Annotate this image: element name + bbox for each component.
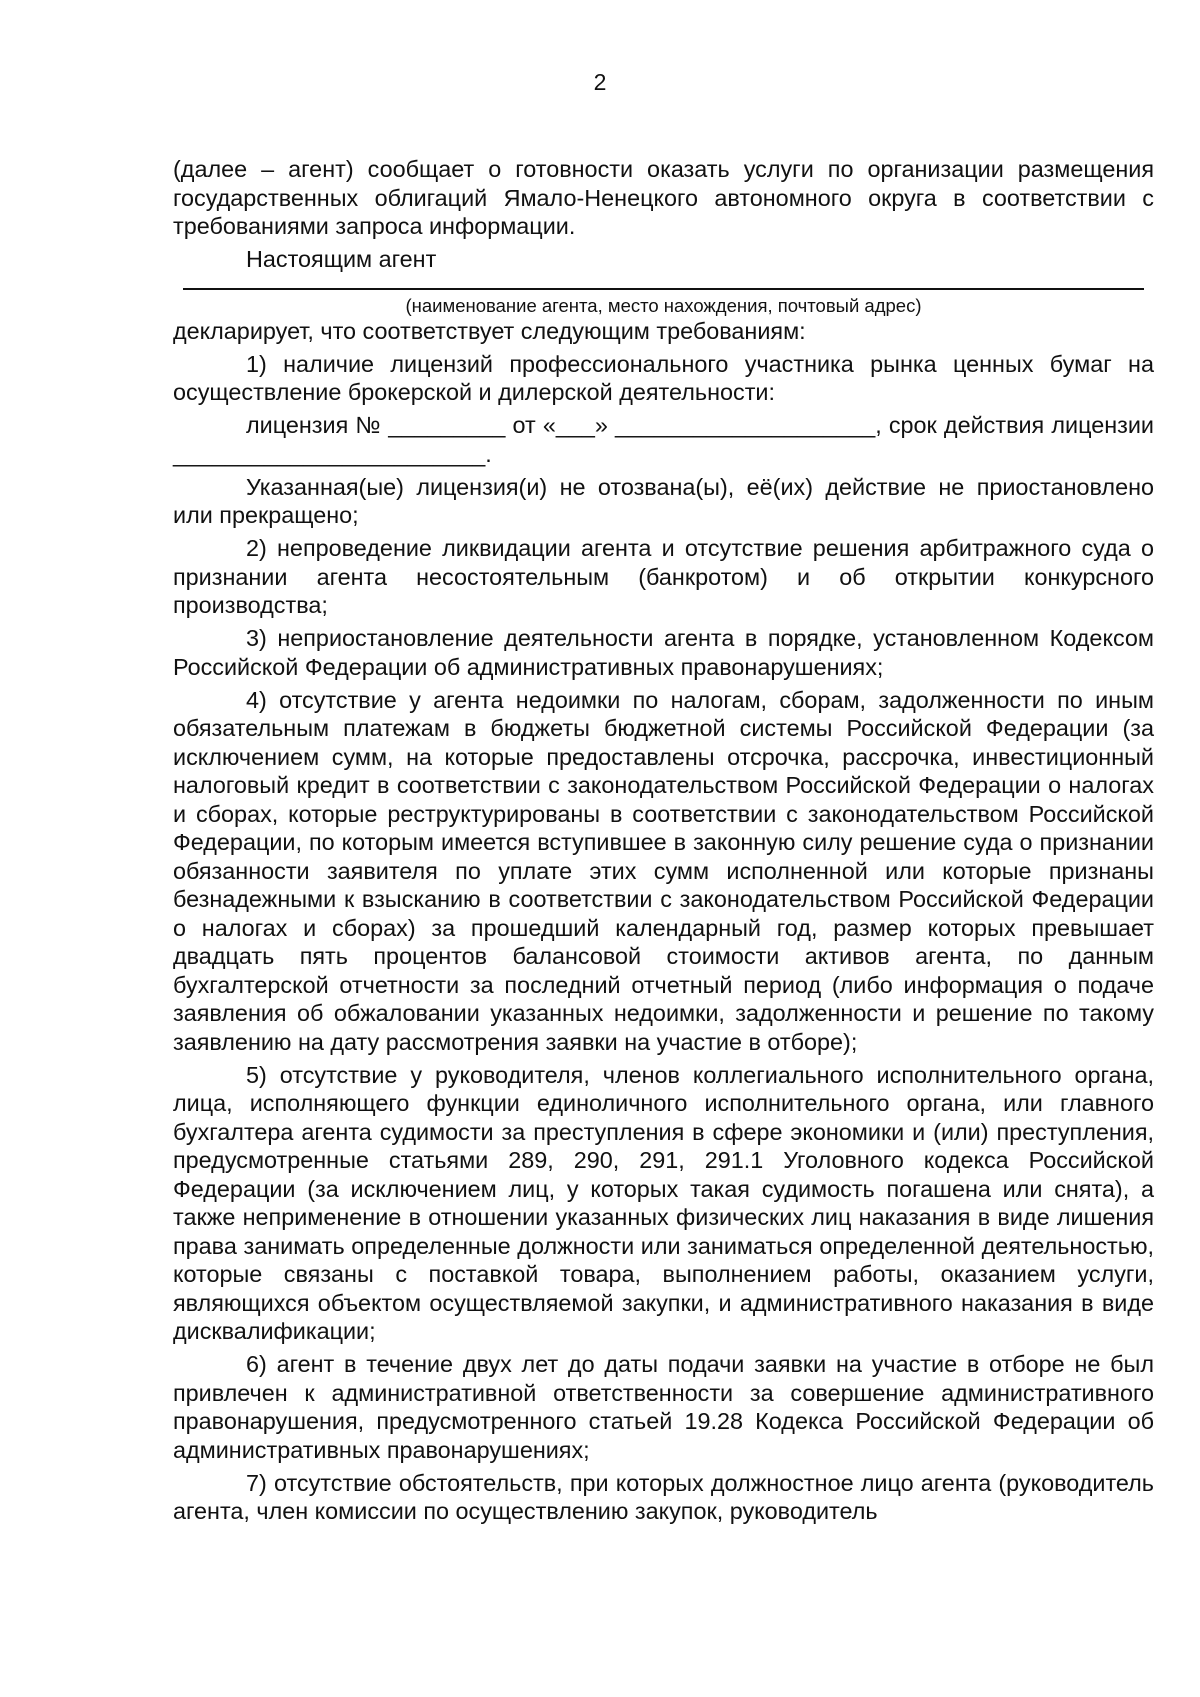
requirement-6: 6) агент в течение двух лет до даты подачи заявки на участие в отборе не был привлечен к административной ответственности за совершение административного правонарушения, предусмотренного статьей 19.28 Кодекса Российской Федерации об административных правонарушениях; xyxy=(173,1351,1154,1463)
requirement-3: 3) неприостановление деятельности агента в порядке, установленном Кодексом Российской Федерации об административных правонарушениях; xyxy=(173,625,1154,680)
document-body xyxy=(173,155,1154,1530)
requirement-4: 4) отсутствие у агента недоимки по налогам, сборам, задолженности по иным обязательным платежам в бюджеты бюджетной системы Российской Федерации (за исключением сумм, на которые предоставлены отсрочка, рассрочка, инвестиционный налоговый кредит в соответствии с законодательством Российской Федерации о налогах и сборах, которые реструктурированы в соответствии с законодательством Российской Федерации, по которым имеется вступившее в законную силу решение суда о признании обязанности заявителя по уплате этих сумм исполненной или которые признаны безнадежными к взысканию в соответствии с законодательством Российской Федерации о налогах и сборах) за прошедший календарный год, размер которых превышает двадцать пять процентов балансовой стоимости активов агента, по данным бухгалтерской отчетности за последний отчетный период (либо информация о подаче заявления об обжаловании указанных недоимки, задолженности и решение по такому заявлению на дату рассмотрения заявки на участие в отборе); xyxy=(173,686,1154,1055)
requirement-1: 1) наличие лицензий профессионального участника рынка ценных бумаг на осуществление брокерской и дилерской деятельности: xyxy=(173,350,1154,405)
license-details-line: лицензия № _________ от «___» ____________________, срок действия лицензии ________________________. xyxy=(173,412,1154,467)
agent-name-field[interactable] xyxy=(183,288,1144,317)
declaration-line: декларирует, что соответствует следующим требованиям: xyxy=(173,317,806,344)
hereby-agent-line: Настоящим агент xyxy=(246,246,437,272)
page-number: 2 xyxy=(593,69,607,95)
intro-paragraph: (далее – агент) сообщает о готовности оказать услуги по организации размещения государственных облигаций Ямало-Ненецкого автономного округа в соответствии с требованиями запроса информации. xyxy=(173,156,1154,239)
agent-name-underline xyxy=(183,288,1144,290)
license-status-note: Указанная(ые) лицензия(и) не отозвана(ы), её(их) действие не приостановлено или прекращено; xyxy=(173,473,1154,528)
requirement-5: 5) отсутствие у руководителя, членов коллегиального исполнительного органа, лица, исполняющего функции единоличного исполнительного органа, или главного бухгалтера агента судимости за преступления в сфере экономики и (или) преступления, предусмотренные статьями 289, 290, 291, 291.1 Уголовного кодекса Российской Федерации (за исключением лиц, у которых такая судимость погашена или снята), а также неприменение в отношении указанных физических лиц наказания в виде лишения права занимать определенные должности или заниматься определенной деятельностью, которые связаны с поставкой товара, выполнением работы, оказанием услуги, являющихся объектом осуществляемой закупки, и административного наказания в виде дисквалификации; xyxy=(173,1061,1154,1344)
requirement-7: 7) отсутствие обстоятельств, при которых должностное лицо агента (руководитель агента, член комиссии по осуществлению закупок, руководитель xyxy=(173,1469,1154,1524)
agent-name-caption: (наименование агента, место нахождения, почтовый адрес) xyxy=(405,294,922,316)
requirement-2: 2) непроведение ликвидации агента и отсутствие решения арбитражного суда о признании агента несостоятельным (банкротом) и об открытии конкурсного производства; xyxy=(173,535,1154,618)
